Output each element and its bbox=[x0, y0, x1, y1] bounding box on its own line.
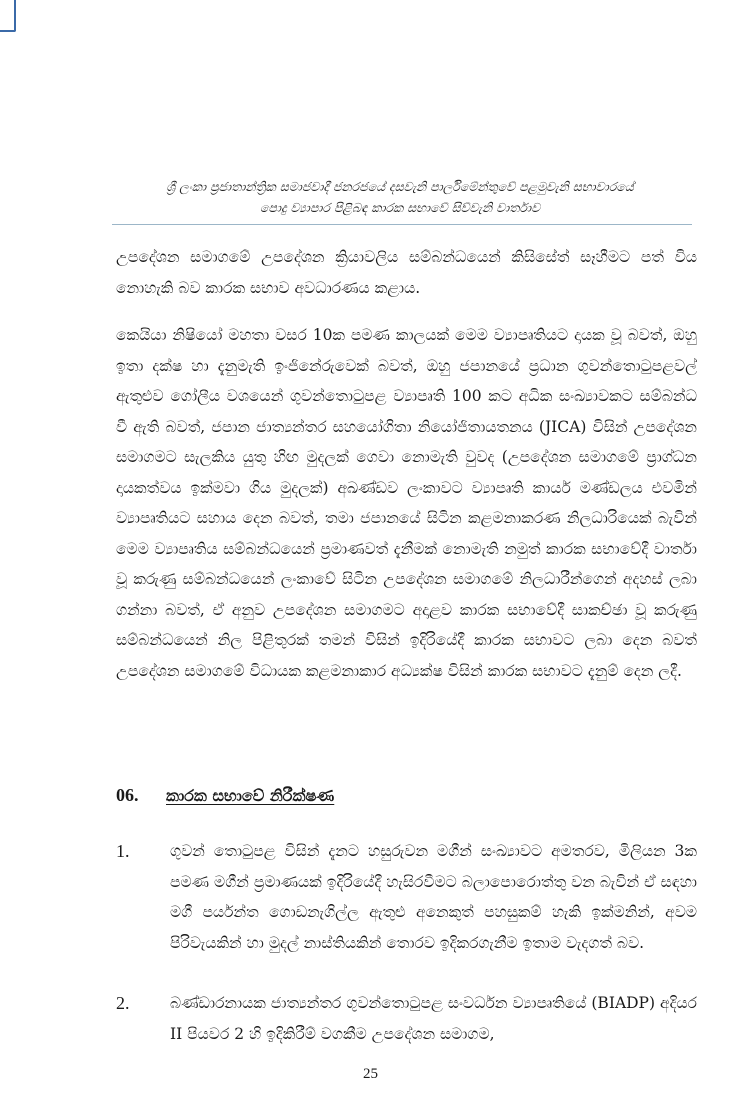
list-item-text: ගුවන් තොටුපළ විසින් දැනට හසුරුවන මගීන් සංඛ්‍යාවට අමතරව, මිලියන 3ක පමණ මගීන් ප්‍රමාණයක් ඉදිරියේදී හැසිරවීමට බලාපොරොත්තු වන බැවින් ඒ සඳහා මගී පර්යන්ත ගොඩනැගිල්ල ඇතුළු අනෙකුත් පහසුකම් හැකි ඉක්මනින්, අවම පිරිවැයකින් හා මුදල් නාස්තියකින් තොරව ඉදිකරගැනීම ඉතාම වැදගත් බව. bbox=[170, 842, 697, 952]
section-number: 06. bbox=[116, 785, 139, 805]
header-divider bbox=[112, 224, 692, 225]
body-paragraph-2: කෙයියා නිෂියෝ මහතා වසර 10ක පමණ කාලයක් මෙම ව්‍යාපෘතියට දායක වූ බවත්, ඔහු ඉතා දක්ෂ හා දැනුමැති ඉංජිනේරුවෙක් බවත්, ඔහු ජපානයේ ප්‍රධාන ගුවන්තොටුපළවල් ඇතුළුව ගෝලීය වශයෙන් ගුවන්තොටුපළ ව්‍යාපෘති 100 කට අධික සංඛ්‍යාවකට සම්බන්ධ වී ඇති බවත්, ජපාන ජාත්‍යන්තර සහයෝගිතා නියෝජිතායතනය (JICA) විසින් උපදේශන සමාගමට සැලකිය යුතු හිඟ මුදලක් ගෙවා නොමැති වුවද (උපදේශන සමාගමේ ප්‍රාග්ධන දායකත්වය ඉක්මවා ගිය මුදලක්) අඛණ්ඩව ලංකාවට ව්‍යාපෘති කාර්ය මණ්ඩලය එවමින් ව්‍යාපෘතියට සහාය දෙන බවත්, තමා ජපානයේ සිටින කළමනාකරණ නිලධාරියෙක් බැවින් මෙම ව්‍යාපෘතිය සම්බන්ධයෙන් ප්‍රමාණවත් දැනීමක් නොමැති නමුත් කාරක සභාවේදී වාර්තා වූ කරුණු සම්බන්ධයෙන් ලංකාවේ සිටින උපදේශන සමාගමේ නිලධාරීන්ගෙන් අදහස් ලබා ගන්නා බවත්, ඒ අනුව උපදේශන සමාගමට අදාළව කාරක සභාවේදී සාකච්ඡා වූ කරුණු සම්බන්ධයෙන් නිල පිළිතුරක් තමන් විසින් ඉදිරියේදී කාරක සභාවට ලබා දෙන බවත් උපදේශන සමාගමේ විධායක කළමනාකාර අධ්‍යක්ෂ විසින් කාරක සභාවට දැනුම් දෙන ලදී. bbox=[116, 326, 697, 680]
header-line-1: ශ්‍රී ලංකා ප්‍රජාතාන්ත්‍රික සමාජවාදී ජනරජයේ දසවැනි පාර්ලිමේන්තුවේ පළමුවැනි සභාවාරයේ bbox=[166, 179, 634, 194]
header-line-2: පොදු ව්‍යාපාර පිළිබඳ කාරක සභාවේ සිව්වැනි වාර්තාව bbox=[259, 200, 541, 215]
section-heading bbox=[116, 782, 334, 809]
page-corner-mark bbox=[0, 0, 16, 32]
section-title: කාරක සභාවේ නිරීක්ෂණ bbox=[166, 786, 335, 805]
list-item-number: 1. bbox=[116, 841, 130, 861]
body-paragraph-1: උපදේශන සමාගමේ උපදේශන ක්‍රියාවලිය සම්බන්ධයෙන් කිසිසේත් සෑහීමට පත් විය නොහැකි බව කාරක සභාව අවධාරණය කළාය. bbox=[116, 248, 697, 297]
list-item-number: 2. bbox=[116, 993, 130, 1013]
list-item-text: බණ්ඩාරනායක ජාත්‍යන්තර ගුවන්තොටුපළ සංවර්ධන ව්‍යාපෘතියේ (BIADP) අදියර II පියවර 2 හි ඉදිකිරීම් වගකීම උපදේශන සමාගම, bbox=[170, 994, 697, 1043]
page-number: 25 bbox=[363, 1066, 378, 1082]
report-header bbox=[110, 176, 690, 218]
